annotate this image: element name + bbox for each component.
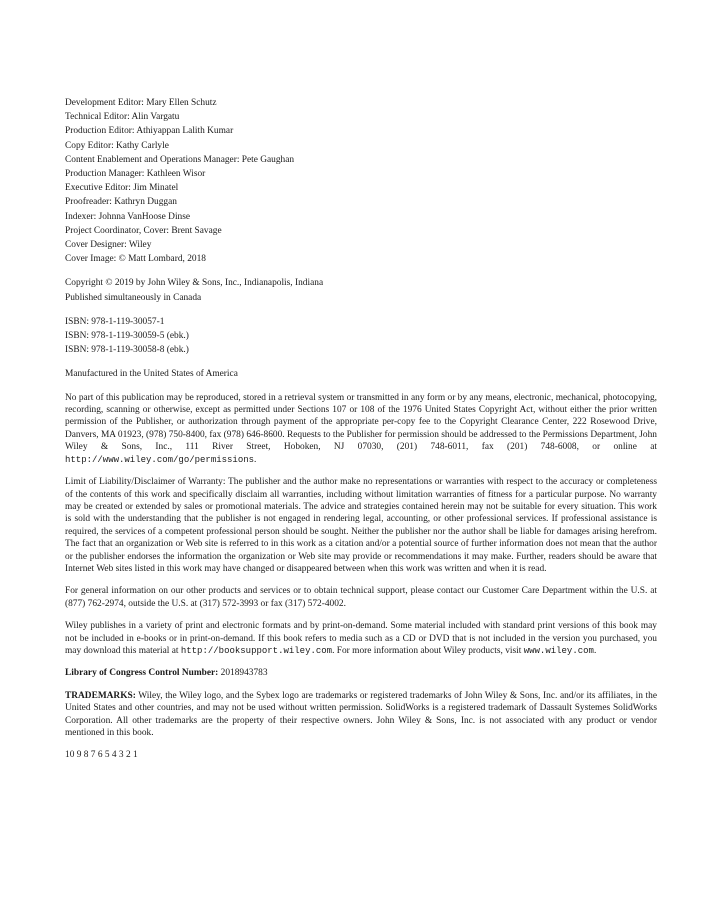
booksupport-link[interactable]: http://booksupport.wiley.com bbox=[180, 645, 333, 656]
formats-paragraph bbox=[65, 620, 657, 657]
formats-text: Wiley publishes in a variety of print and electronic formats and by print-on-demand. Some material included with standard print versions of this book may not be included in e-books or in print-on-demand. If this book refers to media such as a CD or DVD that is not included in the version you purchased, you may download this material at bbox=[65, 621, 657, 656]
credit-line: Technical Editor: Alin Vargatu bbox=[65, 112, 180, 123]
copyright-notice bbox=[65, 276, 657, 304]
rights-text: No part of this publication may be reproduced, stored in a retrieval system or transmitted in any form or by any means, electronic, mechanical, photocopying, recording, scanning or otherwise, except as permitted under Sections 107 or 108 of the 1976 United States Copyright Act, without either the prior written permission of the Publisher, or authorization through payment of the appropriate per-copy fee to the Copyright Clearance Center, 222 Rosewood Drive, Danvers, MA 01923, (978) 750-8400, fax (978) 646-8600. Requests to the Publisher for permission should be addressed to the Permissions Department, John Wiley & Sons, Inc., 111 River Street, Hoboken, NJ 07030, (201) 748-6011, fax (201) 748-6008, or online at bbox=[65, 392, 657, 453]
rights-end: . bbox=[254, 454, 257, 465]
credit-line: Cover Designer: Wiley bbox=[65, 240, 152, 251]
credit-line: Development Editor: Mary Ellen Schutz bbox=[65, 98, 217, 108]
credit-line: Cover Image: © Matt Lombard, 2018 bbox=[65, 254, 206, 265]
credit-line: Production Manager: Kathleen Wisor bbox=[65, 169, 206, 180]
loc-paragraph bbox=[65, 667, 657, 679]
copyright-line: Copyright © 2019 by John Wiley & Sons, Inc., Indianapolis, Indiana bbox=[65, 278, 324, 289]
wiley-link[interactable]: www.wiley.com bbox=[523, 645, 594, 656]
formats-mid: . For more information about Wiley products, visit bbox=[332, 645, 524, 656]
manufactured-statement: Manufactured in the United States of America bbox=[65, 369, 238, 380]
formats-end: . bbox=[593, 645, 597, 656]
support-paragraph: For general information on our other products and services or to obtain technical support, please contact our Customer Care Department within the U.S. at (877) 762-2974, outside the U.S. at (317) 572-3993 or fax (317) 572-4002. bbox=[65, 586, 657, 609]
loc-label: Library of Congress Control Number: bbox=[65, 668, 219, 679]
credit-line: Copy Editor: Kathy Carlyle bbox=[65, 140, 169, 151]
isbn-list bbox=[65, 315, 657, 358]
rights-paragraph bbox=[65, 392, 657, 466]
credit-line: Production Editor: Athiyappan Lalith Kumar bbox=[65, 126, 234, 137]
permissions-link[interactable]: http://www.wiley.com/go/permissions bbox=[65, 454, 255, 465]
copyright-line: Published simultaneously in Canada bbox=[65, 292, 202, 303]
isbn-line: ISBN: 978-1-119-30058-8 (ebk.) bbox=[65, 345, 189, 356]
trademarks-paragraph bbox=[65, 690, 657, 740]
credit-line: Content Enablement and Operations Manager: Pete Gaughan bbox=[65, 154, 295, 165]
liability-paragraph: Limit of Liability/Disclaimer of Warranty: The publisher and the author make no representations or warranties with respect to the accuracy or completeness of the contents of this work and specifically disclaim all warranties, including without limitation warranties of fitness for a particular purpose. No warranty may be created or extended by sales or promotional materials. The advice and strategies contained herein may not be suitable for every situation. This work is sold with the understanding that the publisher is not engaged in rendering legal, accounting, or other professional services. If professional assistance is required, the services of a competent professional person should be sought. Neither the publisher nor the author shall be liable for damages arising herefrom. The fact that an organization or Web site is referred to in this work as a citation and/or a potential source of further information does not mean that the author or the publisher endorses the information the organization or Web site may provide or recommendations it may make. Further, readers should be aware that Internet Web sites listed in this work may have changed or disappeared between when this work was written and when it is read. bbox=[65, 477, 657, 574]
credit-line: Indexer: Johnna VanHoose Dinse bbox=[65, 211, 191, 222]
isbn-line: ISBN: 978-1-119-30059-5 (ebk.) bbox=[65, 331, 189, 342]
credit-line: Executive Editor: Jim Minatel bbox=[65, 183, 179, 194]
printing-line: 10 9 8 7 6 5 4 3 2 1 bbox=[65, 750, 138, 761]
credit-line: Project Coordinator, Cover: Brent Savage bbox=[65, 225, 222, 236]
loc-number: 2018943783 bbox=[218, 668, 268, 679]
credits-list bbox=[65, 96, 657, 266]
trademarks-text: Wiley, the Wiley logo, and the Sybex logo are trademarks or registered trademarks of John Wiley & Sons, Inc. and/or its affiliates, in the United States and other countries, and may not be used without written permission. SolidWorks is a registered trademark of Dassault Systemes SolidWorks Corporation. All other trademarks are the property of their respective owners. John Wiley & Sons, Inc. is not associated with any product or vendor mentioned in this book. bbox=[65, 690, 657, 738]
isbn-line: ISBN: 978-1-119-30057-1 bbox=[65, 316, 165, 327]
trademarks-label: TRADEMARKS: bbox=[65, 690, 136, 701]
credit-line: Proofreader: Kathryn Duggan bbox=[65, 197, 177, 208]
copyright-content bbox=[65, 96, 657, 762]
